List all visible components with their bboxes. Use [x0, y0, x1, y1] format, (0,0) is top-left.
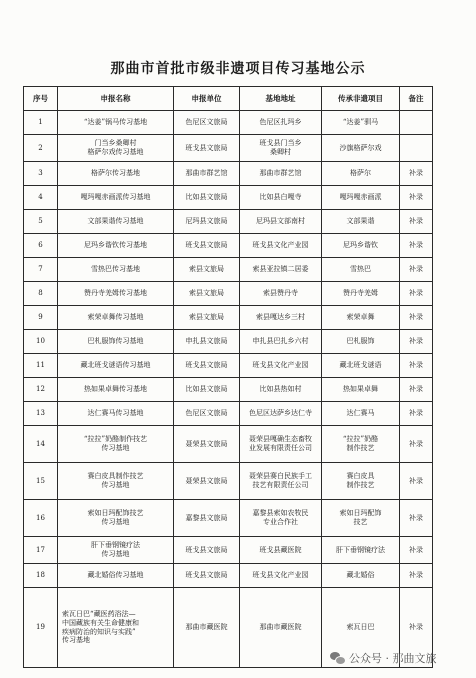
- cell-name: 雪热巴传习基地: [58, 258, 174, 282]
- cell-project: 热如果卓舞: [322, 378, 400, 402]
- cell-name: 巴札服饰传习基地: [58, 330, 174, 354]
- table-row: [24, 463, 433, 500]
- cell-address: 那曲市群艺馆: [240, 162, 322, 186]
- table-header-row: [24, 87, 433, 111]
- cell-note: 补录: [400, 282, 433, 306]
- table-row: [24, 210, 433, 234]
- cell-unit: 班戈县文旅局: [174, 537, 240, 564]
- table-row: [24, 354, 433, 378]
- cell-note: 补录: [400, 426, 433, 463]
- cell-note: 补录: [400, 234, 433, 258]
- cell-project: 索荣卓舞: [322, 306, 400, 330]
- cell-unit: 班戈县文旅局: [174, 564, 240, 588]
- cell-unit: 色尼区文旅局: [174, 111, 240, 135]
- heritage-base-table: [23, 86, 433, 668]
- cell-no: 3: [24, 162, 58, 186]
- cell-project: 嘎玛嘎赤画派: [322, 186, 400, 210]
- cell-address: 班戈县文化产业园: [240, 234, 322, 258]
- cell-unit: 比如县文旅局: [174, 378, 240, 402]
- cell-project: “达姜”驯马: [322, 111, 400, 135]
- wechat-watermark: [330, 650, 437, 666]
- table-row: [24, 330, 433, 354]
- table-row: [24, 378, 433, 402]
- table-row: [24, 402, 433, 426]
- cell-unit: 聂荣县文旅局: [174, 426, 240, 463]
- table-row: [24, 537, 433, 564]
- header-name: 申报名称: [58, 87, 174, 111]
- header-note: 备注: [400, 87, 433, 111]
- cell-no: 19: [24, 588, 58, 668]
- cell-no: 12: [24, 378, 58, 402]
- cell-project: “拉拉”奶酪 制作技艺: [322, 426, 400, 463]
- cell-address: 色尼区扎玛乡: [240, 111, 322, 135]
- cell-unit: 班戈县文旅局: [174, 354, 240, 378]
- cell-note: 补录: [400, 564, 433, 588]
- cell-name: 尼玛乡谐钦传习基地: [58, 234, 174, 258]
- table-row: [24, 564, 433, 588]
- cell-unit: 索县文旅局: [174, 306, 240, 330]
- cell-no: 4: [24, 186, 58, 210]
- cell-no: 10: [24, 330, 58, 354]
- cell-unit: 班戈县文旅局: [174, 135, 240, 162]
- cell-note: [400, 111, 433, 135]
- cell-project: 赞丹寺羌姆: [322, 282, 400, 306]
- cell-unit: 尼玛县文旅局: [174, 210, 240, 234]
- cell-no: 14: [24, 426, 58, 463]
- cell-name: 索瓦日巴“藏医药浴法— 中国藏族有关生命健康和 疾病防治的知识与实践” 传习基地: [58, 588, 174, 668]
- cell-no: 5: [24, 210, 58, 234]
- document-title: 那曲市首批市级非遗项目传习基地公示: [110, 61, 366, 77]
- cell-address: 申扎县巴扎乡六村: [240, 330, 322, 354]
- cell-name: 藏北婚俗传习基地: [58, 564, 174, 588]
- cell-project: 文部果谐: [322, 210, 400, 234]
- cell-address: 班戈县门当乡 桑卿村: [240, 135, 322, 162]
- cell-address: 比如县热如村: [240, 378, 322, 402]
- cell-unit: 聂荣县文旅局: [174, 463, 240, 500]
- cell-no: 8: [24, 282, 58, 306]
- header-no: 序号: [24, 87, 58, 111]
- cell-note: 补录: [400, 378, 433, 402]
- cell-project: 藏北班戈谜语: [322, 354, 400, 378]
- cell-unit: 比如县文旅局: [174, 186, 240, 210]
- table-row: [24, 111, 433, 135]
- cell-address: 索县嘎达乡三村: [240, 306, 322, 330]
- cell-project: 尼玛乡谐钦: [322, 234, 400, 258]
- table-row: [24, 306, 433, 330]
- cell-address: 嘉黎县索如农牧民 专业合作社: [240, 500, 322, 537]
- cell-no: 6: [24, 234, 58, 258]
- cell-address: 班戈县文化产业园: [240, 564, 322, 588]
- cell-note: 补录: [400, 258, 433, 282]
- table-row: [24, 186, 433, 210]
- cell-name: 赛白皮具制作技艺 传习基地: [58, 463, 174, 500]
- cell-project: 藏北婚俗: [322, 564, 400, 588]
- cell-unit: 嘉黎县文旅局: [174, 500, 240, 537]
- cell-address: 聂荣县嘎确生态畜牧 业发展有限责任公司: [240, 426, 322, 463]
- cell-no: 2: [24, 135, 58, 162]
- cell-name: “拉拉”奶酪制作技艺 传习基地: [58, 426, 174, 463]
- header-address: 基地地址: [240, 87, 322, 111]
- cell-project: 格萨尔: [322, 162, 400, 186]
- cell-name: 肝下垂钢镜疗法 传习基地: [58, 537, 174, 564]
- cell-project: 索瓦日巴: [322, 588, 400, 668]
- cell-address: 聂荣县赛白民族手工 技艺有限责任公司: [240, 463, 322, 500]
- wechat-icon: [330, 652, 345, 664]
- cell-address: 那曲市藏医院: [240, 588, 322, 668]
- cell-no: 15: [24, 463, 58, 500]
- cell-name: 格萨尔传习基地: [58, 162, 174, 186]
- cell-note: 补录: [400, 463, 433, 500]
- cell-name: 门当乡桑卿村 格萨尔戏传习基地: [58, 135, 174, 162]
- cell-no: 18: [24, 564, 58, 588]
- cell-address: 比如县白嘎寺: [240, 186, 322, 210]
- cell-no: 13: [24, 402, 58, 426]
- cell-project: 索如日玛配饰 技艺: [322, 500, 400, 537]
- cell-note: 补录: [400, 402, 433, 426]
- table-row: [24, 258, 433, 282]
- table-row: [24, 234, 433, 258]
- cell-note: 补录: [400, 306, 433, 330]
- table-row: [24, 500, 433, 537]
- cell-project: 雪热巴: [322, 258, 400, 282]
- cell-address: 索县亚拉镇二居委: [240, 258, 322, 282]
- cell-name: 文部果谐传习基地: [58, 210, 174, 234]
- cell-note: 补录: [400, 186, 433, 210]
- cell-note: 补录: [400, 537, 433, 564]
- cell-address: 尼玛县文部南村: [240, 210, 322, 234]
- cell-name: 赞丹寺羌姆传习基地: [58, 282, 174, 306]
- cell-note: 补录: [400, 210, 433, 234]
- cell-no: 17: [24, 537, 58, 564]
- header-project: 传承非遗项目: [322, 87, 400, 111]
- cell-unit: 索县文旅局: [174, 282, 240, 306]
- cell-name: 热如果卓舞传习基地: [58, 378, 174, 402]
- cell-name: “达姜”锅马传习基地: [58, 111, 174, 135]
- cell-name: 达仁赛马传习基地: [58, 402, 174, 426]
- cell-note: 补录: [400, 500, 433, 537]
- table-row: [24, 426, 433, 463]
- watermark-text: 公众号 · 那曲文旅: [349, 652, 437, 665]
- cell-note: 补录: [400, 162, 433, 186]
- cell-project: 巴札服饰: [322, 330, 400, 354]
- cell-no: 9: [24, 306, 58, 330]
- cell-name: 索如日玛配饰技艺 传习基地: [58, 500, 174, 537]
- cell-no: 16: [24, 500, 58, 537]
- cell-project: 肝下垂钢镜疗法: [322, 537, 400, 564]
- cell-address: 索县赞丹寺: [240, 282, 322, 306]
- table-row: [24, 135, 433, 162]
- cell-address: 班戈县藏医院: [240, 537, 322, 564]
- cell-note: [400, 135, 433, 162]
- cell-note: 补录: [400, 354, 433, 378]
- cell-note: 补录: [400, 330, 433, 354]
- cell-project: 赛白皮具 制作技艺: [322, 463, 400, 500]
- cell-address: 班戈县文化产业园: [240, 354, 322, 378]
- cell-unit: 申扎县文旅局: [174, 330, 240, 354]
- cell-no: 7: [24, 258, 58, 282]
- cell-unit: 那曲市藏医院: [174, 588, 240, 668]
- cell-unit: 那曲市群艺馆: [174, 162, 240, 186]
- cell-project: 沙旗格萨尔戏: [322, 135, 400, 162]
- cell-no: 11: [24, 354, 58, 378]
- cell-name: 索荣卓舞传习基地: [58, 306, 174, 330]
- cell-note: 补录: [400, 588, 433, 668]
- cell-no: 1: [24, 111, 58, 135]
- header-unit: 申报单位: [174, 87, 240, 111]
- table-row: [24, 282, 433, 306]
- cell-unit: 索县文旅局: [174, 258, 240, 282]
- cell-name: 嘎玛嘎赤画派传习基地: [58, 186, 174, 210]
- cell-project: 达仁赛马: [322, 402, 400, 426]
- cell-name: 藏北班戈谜语传习基地: [58, 354, 174, 378]
- cell-address: 色尼区达萨乡达仁寺: [240, 402, 322, 426]
- table-row: [24, 162, 433, 186]
- cell-unit: 色尼区文旅局: [174, 402, 240, 426]
- cell-unit: 班戈县文旅局: [174, 234, 240, 258]
